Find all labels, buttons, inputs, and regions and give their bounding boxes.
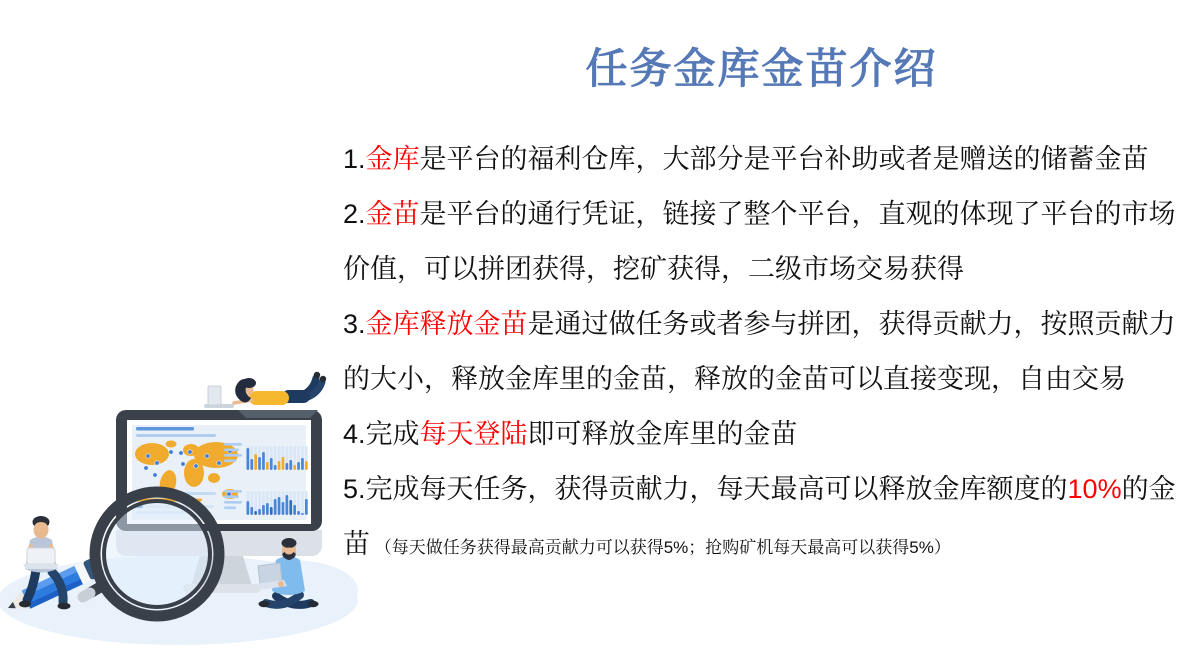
highlight-text: 金库释放金苗 (365, 309, 528, 339)
body-line (343, 187, 1188, 242)
text-segment: 4.完成 (343, 419, 420, 449)
body-line (343, 242, 1188, 297)
text-segment: 是通过做任务或者参与拼团，获得贡献力，按照贡献力 (527, 309, 1176, 339)
text-segment: 价值，可以拼团获得，挖矿获得，二级市场交易获得 (343, 254, 964, 284)
body-line (343, 132, 1188, 187)
text-segment: 是平台的福利仓库，大部分是平台补助或者是赠送的储蓄金苗 (419, 144, 1149, 174)
text-segment: 5.完成每天任务，获得贡献力，每天最高可以释放金库额度的 (343, 474, 1068, 504)
highlight-text: 每天登陆 (419, 419, 528, 449)
text-segment: 的金 (1121, 474, 1176, 504)
body-line (343, 352, 1188, 407)
body-text (343, 132, 1188, 572)
text-segment: 是平台的通行凭证，链接了整个平台，直观的体现了平台的市场 (419, 199, 1176, 229)
person-on-monitor (204, 372, 326, 408)
body-line (343, 517, 1188, 572)
text-segment: （每天做任务获得最高贡献力可以获得5%；抢购矿机每天最高可以获得5%） (370, 538, 951, 557)
text-segment: 即可释放金库里的金苗 (527, 419, 798, 449)
text-segment: 3. (343, 309, 366, 339)
text-segment: 苗 (343, 529, 370, 559)
analytics-illustration (0, 348, 360, 649)
highlight-text: 10% (1067, 474, 1122, 504)
highlight-text: 金苗 (365, 199, 420, 229)
text-segment: 1. (343, 144, 366, 174)
body-line (343, 297, 1188, 352)
body-line (343, 462, 1188, 517)
page-title: 任务金库金苗介绍 (585, 45, 938, 92)
text-segment: 2. (343, 199, 366, 229)
text-segment: 的大小，释放金库里的金苗，释放的金苗可以直接变现，自由交易 (343, 364, 1126, 394)
highlight-text: 金库 (365, 144, 420, 174)
body-line (343, 407, 1188, 462)
